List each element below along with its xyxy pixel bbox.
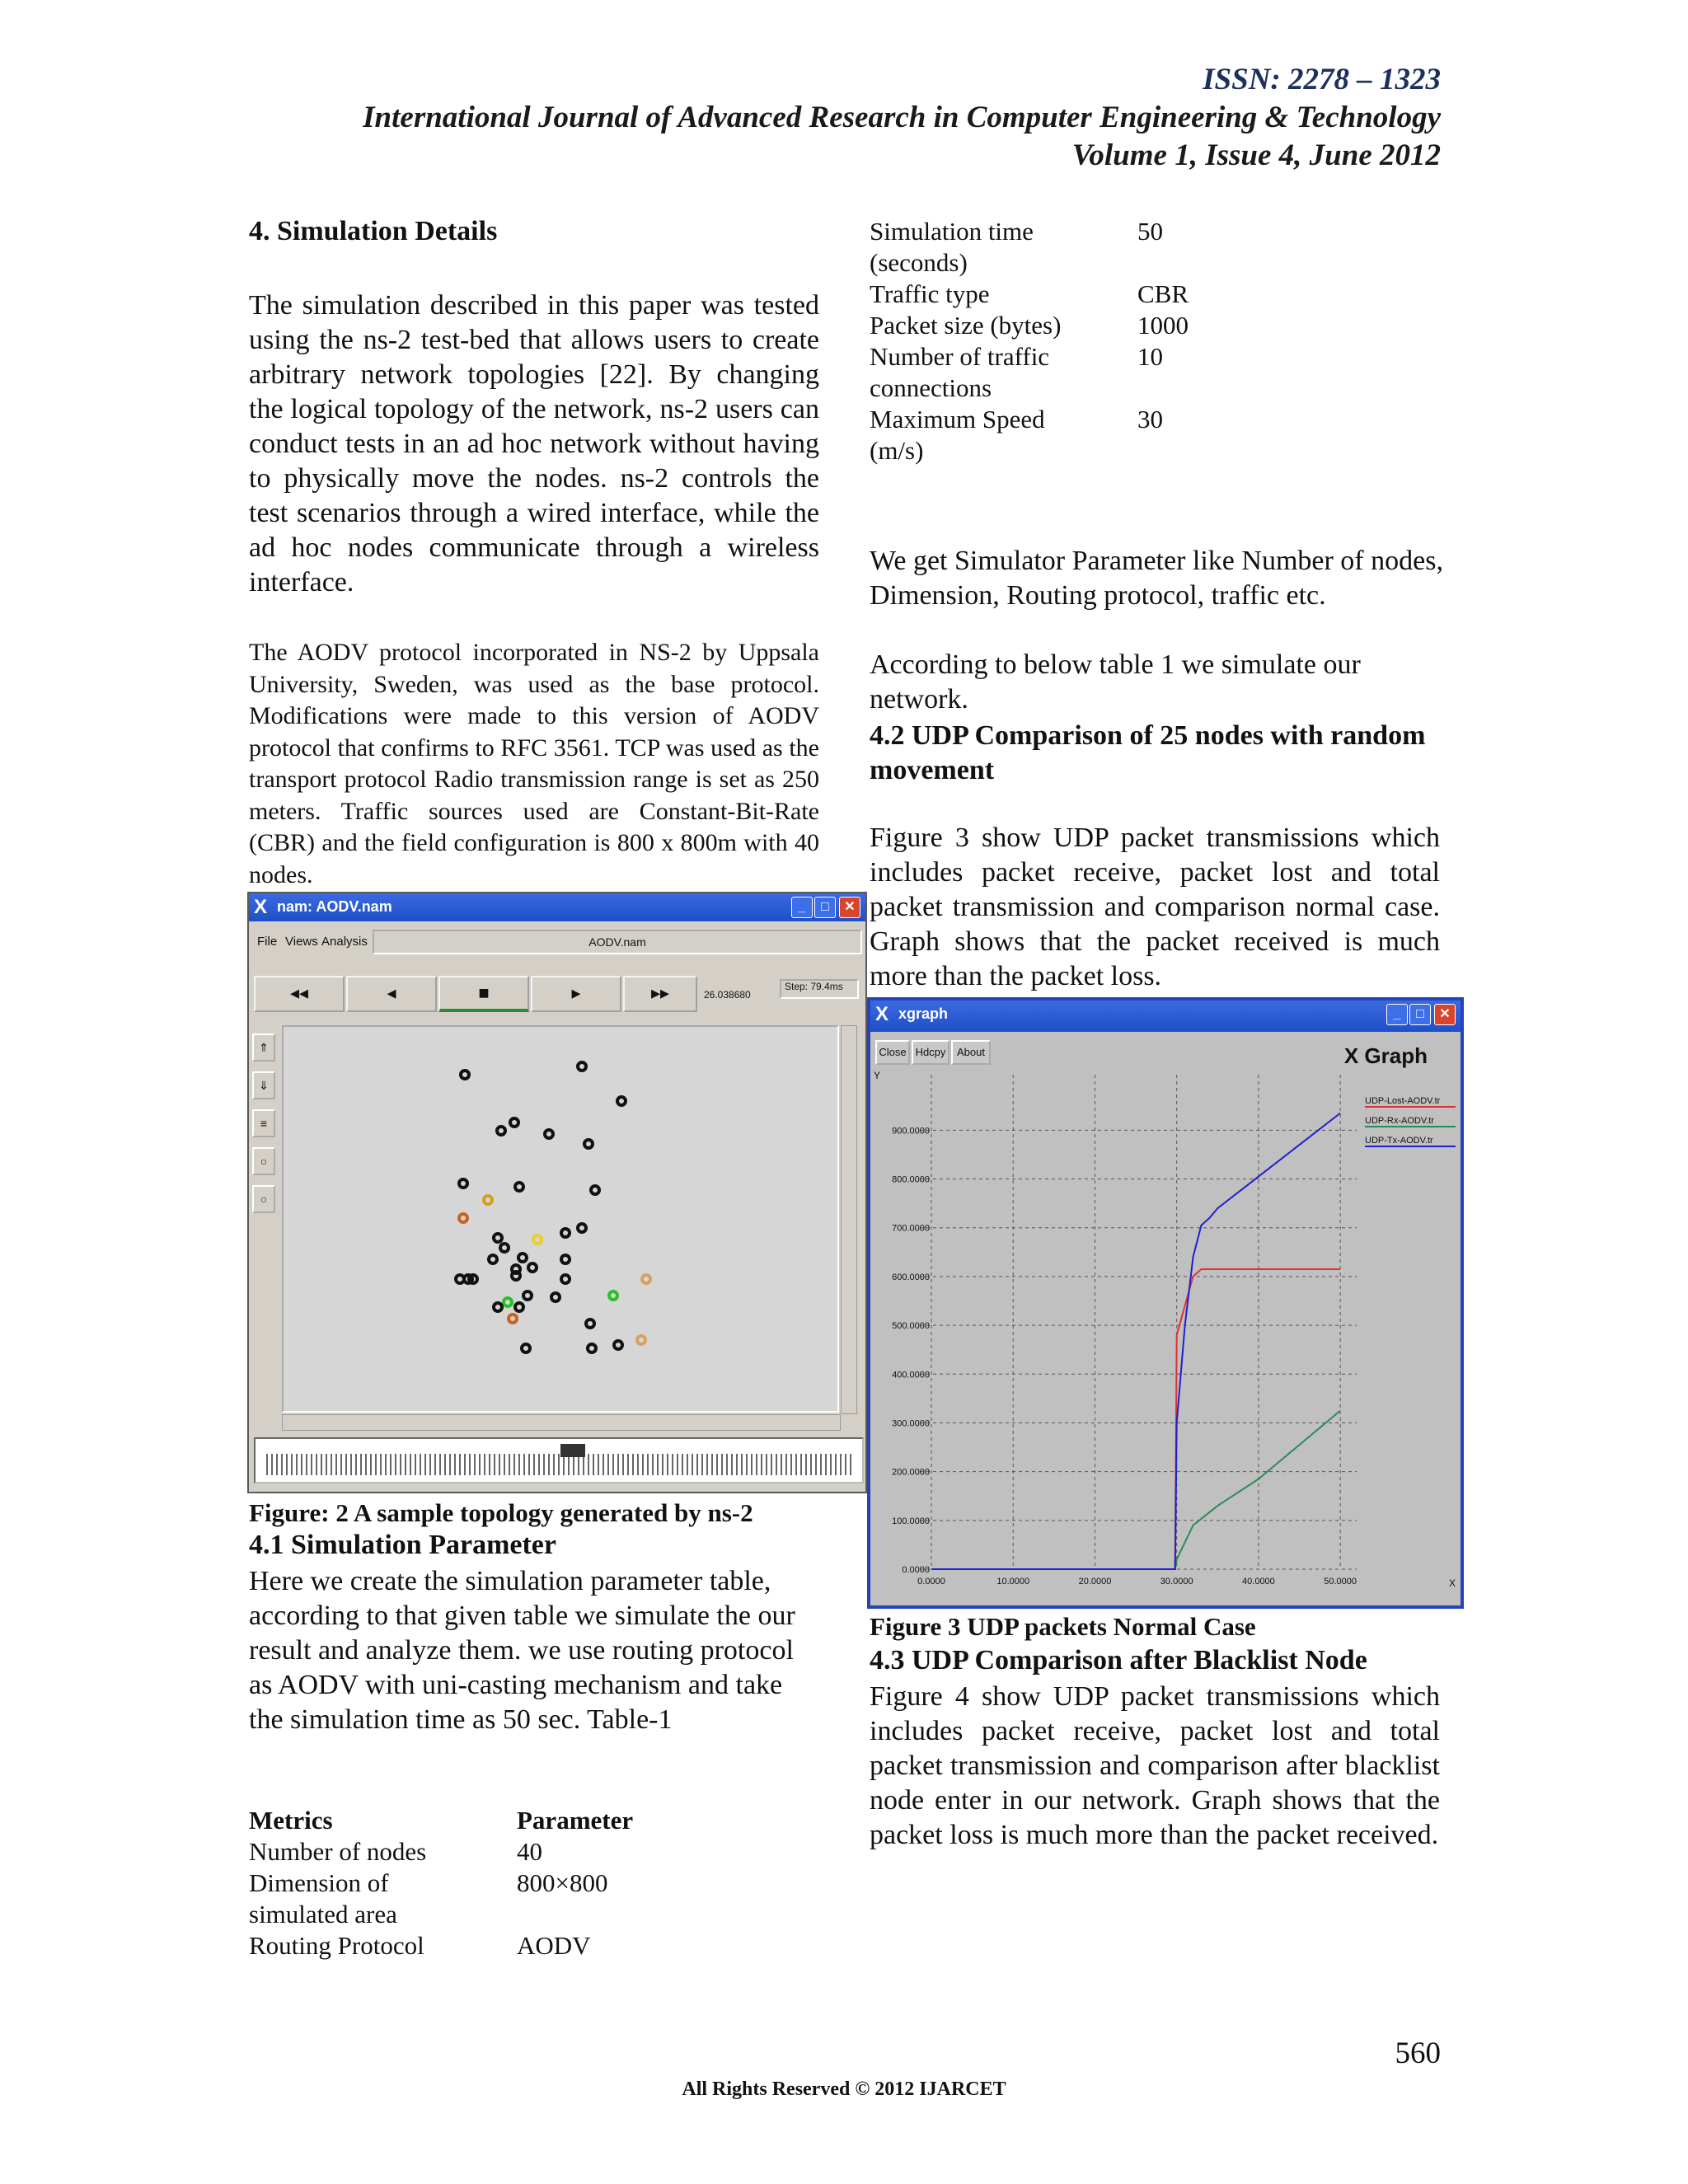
y-tick-label: 400.0000 (892, 1370, 930, 1380)
menu-views[interactable]: Views (285, 935, 318, 949)
table-cell-metric: Simulation time (seconds) (870, 217, 1034, 277)
paragraph-table-ref: According to below table 1 we simulate our network. (870, 649, 1361, 715)
y-axis-label: Y (874, 1070, 881, 1081)
horizontal-scrollbar[interactable] (282, 1414, 841, 1431)
table-cell-param: AODV (517, 1931, 591, 1960)
maximize-button[interactable]: □ (1409, 1004, 1431, 1025)
node (497, 1127, 505, 1135)
node (588, 1344, 596, 1352)
node (515, 1303, 523, 1311)
zoom-in-icon[interactable]: ⇑ (252, 1033, 275, 1062)
legend-label: UDP-Tx-AODV.tr (1365, 1136, 1433, 1146)
maximize-button[interactable]: □ (814, 897, 836, 918)
node (561, 1255, 570, 1263)
node (561, 1229, 570, 1237)
time-readout (702, 976, 859, 1012)
table-cell-param: 40 (517, 1837, 542, 1866)
node (591, 1186, 599, 1194)
table-cell-param: 1000 (1137, 311, 1189, 340)
node (637, 1336, 645, 1344)
node (523, 1291, 532, 1300)
table-cell-param: CBR (1137, 279, 1189, 308)
node (642, 1275, 650, 1283)
table-header-metrics: Metrics (249, 1806, 333, 1835)
time-value: 26.038680 (704, 989, 751, 1001)
nam-window (247, 892, 867, 1493)
menu-analysis[interactable]: Analysis (321, 935, 368, 949)
timeline-ticks (256, 1439, 859, 1479)
nam-window-title: nam: AODV.nam (277, 898, 392, 915)
y-tick-label: 500.0000 (892, 1321, 930, 1332)
legend-label: UDP-Rx-AODV.tr (1365, 1116, 1434, 1126)
y-tick-label: 700.0000 (892, 1223, 930, 1234)
zoom-out-icon[interactable]: ⇓ (252, 1071, 275, 1099)
copyright-footer: All Rights Reserved © 2012 IJARCET (682, 2079, 1006, 2100)
table-cell-param: 50 (1137, 217, 1163, 246)
node (509, 1315, 517, 1323)
subsection-4-2: 4.2 UDP Comparison of 25 nodes with random movement (870, 720, 1426, 785)
nam-tool-column (252, 1033, 277, 1223)
x-tick-label: 20.0000 (1078, 1577, 1112, 1586)
link-tool-icon[interactable]: ○ (252, 1185, 275, 1213)
nam-titlebar (249, 893, 865, 921)
node (461, 1071, 469, 1079)
legend-label: UDP-Lost-AODV.tr (1365, 1096, 1441, 1106)
stop-button[interactable]: ■ (438, 976, 529, 1012)
node (512, 1272, 520, 1280)
issn: ISSN: 2278 – 1323 (1203, 63, 1441, 96)
topology-nodes (284, 1027, 837, 1411)
xgraph-window (867, 997, 1464, 1609)
x-logo-icon: X (254, 896, 268, 918)
xgraph-close-button[interactable]: Close (875, 1040, 910, 1065)
close-button[interactable]: ✕ (1434, 1004, 1456, 1025)
section-title: 4. Simulation Details (249, 216, 498, 246)
step-field[interactable]: Step: 79.4ms (780, 979, 859, 999)
xgraph-hdcpy-button[interactable]: Hdcpy (912, 1040, 950, 1065)
node (510, 1118, 518, 1127)
y-tick-label: 200.0000 (892, 1467, 930, 1478)
table-cell-metric: Packet size (bytes) (870, 311, 1062, 340)
y-tick-label: 100.0000 (892, 1516, 930, 1526)
table-cell-param: 800×800 (517, 1868, 608, 1897)
subsection-4-3: 4.3 UDP Comparison after Blacklist Node (870, 1645, 1367, 1675)
y-tick-label: 600.0000 (892, 1272, 930, 1282)
x-tick-label: 50.0000 (1324, 1577, 1357, 1586)
node (494, 1303, 502, 1311)
close-button[interactable]: ✕ (839, 897, 860, 918)
udp-chart (870, 1001, 1461, 1605)
table-cell-metric: Dimension of simulated area (249, 1868, 397, 1929)
table-cell-metric: Maximum Speed (m/s) (870, 405, 1045, 465)
subsection-4-1: 4.1 Simulation Parameter (249, 1530, 556, 1560)
volume-info: Volume 1, Issue 4, June 2012 (1071, 138, 1441, 172)
y-tick-label: 800.0000 (892, 1174, 930, 1185)
node (617, 1097, 626, 1105)
node (518, 1254, 527, 1262)
x-axis-label: X (1448, 1577, 1456, 1589)
node (533, 1235, 542, 1244)
node (504, 1298, 512, 1306)
rewind-fast-button[interactable]: ◂◂ (254, 976, 345, 1012)
x-tick-label: 40.0000 (1242, 1577, 1275, 1586)
x-tick-label: 0.0000 (917, 1577, 945, 1586)
x-tick-label: 30.0000 (1160, 1577, 1193, 1586)
node (584, 1140, 593, 1148)
node (515, 1183, 523, 1191)
figure-2-caption: Figure: 2 A sample topology generated by ns-2 (249, 1498, 753, 1527)
timeline-handle[interactable] (560, 1444, 585, 1457)
node (500, 1244, 509, 1252)
xgraph-title: X Graph (1343, 1043, 1428, 1068)
journal-title: International Journal of Advanced Research in Computer Engineering & Technology (363, 101, 1441, 134)
edit-icon[interactable]: ≡ (252, 1109, 275, 1137)
table-cell-metric: Number of nodes (249, 1837, 427, 1866)
menu-file[interactable]: File (257, 935, 278, 949)
node (614, 1341, 622, 1349)
topology-canvas[interactable] (282, 1025, 839, 1413)
node (528, 1263, 537, 1272)
x-tick-label: 10.0000 (996, 1577, 1030, 1586)
xgraph-about-button[interactable]: About (951, 1040, 991, 1065)
paragraph-aodv: The AODV protocol incorporated in NS-2 by Uppsala University, Sweden, was used as the base protocol. Modifications were made to this version of AODV protocol that confirms to RFC 3561. TCP was used as the transport protocol Radio transmission range is set as 250 meters. Traffic sources used are Constant-Bit-Rate (CBR) and the field configuration is 800 x 800m with 40 nodes. (249, 639, 819, 888)
node (551, 1293, 560, 1301)
y-tick-label: 0.0000 (902, 1565, 930, 1575)
paragraph-simulation: The simulation described in this paper was tested using the ns-2 test-bed that allows users to create arbitrary network topologies [22]. By changing the logical topology of the network, ns-2 users can conduct tests in an ad hoc network without having to physically move the nodes. ns-2 controls the test scenarios through a wired interface, while the ad hoc nodes communicate through a wireless interface. (249, 290, 819, 598)
node (561, 1275, 570, 1283)
paragraph-simulator-params: We get Simulator Parameter like Number of nodes, Dimension, Routing protocol, traffic etc. (870, 546, 1443, 611)
series-line-3 (931, 1113, 1340, 1569)
x-logo-icon: X (875, 1003, 889, 1025)
minimize-button[interactable]: _ (791, 897, 813, 918)
node (586, 1319, 594, 1328)
table-cell-param: 30 (1137, 405, 1163, 434)
series-line-1 (931, 1269, 1340, 1569)
nam-file-field: AODV.nam (373, 930, 862, 954)
paragraph-figure-4: Figure 4 show UDP packet transmissions which includes packet receive, packet lost and total packet transmission and comparison after blacklist node enter in our network. Graph shows that the packet loss is much more than the packet received. (870, 1681, 1440, 1850)
node (578, 1062, 586, 1071)
node (545, 1130, 553, 1138)
vertical-scrollbar[interactable] (841, 1025, 857, 1414)
table-header-parameter: Parameter (517, 1806, 634, 1835)
node (489, 1255, 497, 1263)
page-number: 560 (1395, 2036, 1441, 2070)
node (609, 1291, 617, 1300)
paragraph-parameters: Here we create the simulation parameter table, according to that given table we simulate the our result and analyze them. we use routing protocol as AODV with uni-casting mechanism and take the simulation time as 50 sec. Table-1 (249, 1566, 795, 1735)
node (459, 1179, 467, 1188)
node (522, 1344, 530, 1352)
node (459, 1214, 467, 1222)
timeline-slider[interactable] (254, 1437, 864, 1483)
node-tool-icon[interactable]: ○ (252, 1147, 275, 1175)
xgraph-window-title: xgraph (898, 1005, 949, 1022)
node (484, 1196, 492, 1204)
node (578, 1224, 586, 1232)
play-button[interactable]: ▸ (531, 976, 621, 1012)
table-cell-param: 10 (1137, 342, 1163, 371)
rewind-button[interactable]: ◂ (346, 976, 437, 1012)
series-line-2 (931, 1411, 1340, 1569)
y-tick-label: 900.0000 (892, 1126, 930, 1137)
forward-fast-button[interactable]: ▸▸ (623, 976, 697, 1012)
figure-3-caption: Figure 3 UDP packets Normal Case (870, 1612, 1256, 1641)
paragraph-figure-3: Figure 3 show UDP packet transmissions which includes packet receive, packet lost and total packet transmission and comparison normal case. Graph shows that the packet received is much more than the packet loss. (870, 823, 1440, 991)
node (494, 1234, 502, 1242)
y-tick-label: 300.0000 (892, 1418, 930, 1429)
minimize-button[interactable]: _ (1386, 1004, 1408, 1025)
table-cell-metric: Number of traffic connections (870, 342, 1050, 402)
table-cell-metric: Traffic type (870, 279, 990, 308)
table-cell-metric: Routing Protocol (249, 1931, 424, 1960)
